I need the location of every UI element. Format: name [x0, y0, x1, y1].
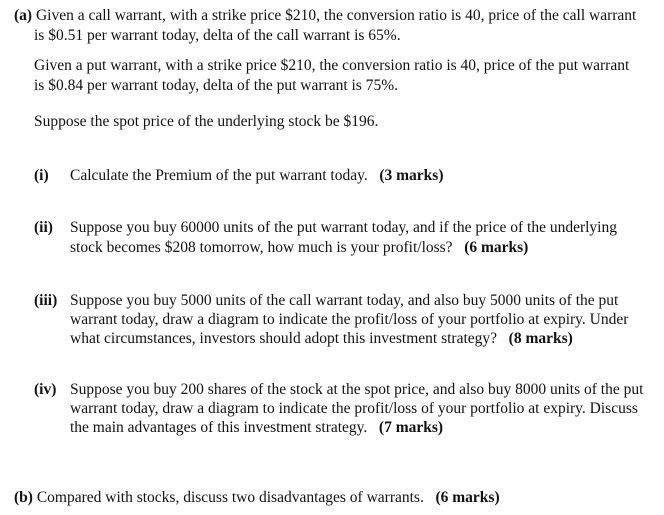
question-i-text: Calculate the Premium of the put warrant today. (3 marks) — [70, 167, 444, 184]
part-b-text: Compared with stocks, discuss two disadvantages of warrants. — [36, 489, 424, 506]
question-ii-marks: (6 marks) — [464, 239, 529, 256]
part-b-line — [14, 488, 500, 508]
question-iii-marks: (8 marks) — [508, 330, 573, 347]
call-warrant-text-2: is $0.51 per warrant today, delta of the call warrant is 65%. — [34, 27, 401, 44]
question-iv-marks: (7 marks) — [378, 419, 444, 436]
put-warrant-text-2: is $0.84 per warrant today, delta of the put warrant is 75%. — [34, 77, 399, 94]
question-iii-number: (iii) — [34, 292, 58, 309]
call-warrant-text-1: Given a call warrant, with a strike price $210, the conversion ratio is 40, price of the call warrant — [35, 7, 637, 24]
spot-price-text: Suppose the spot price of the underlying stock be $196. — [34, 113, 379, 130]
question-iv-text-3: the main advantages of this investment strategy. (7 marks) — [70, 419, 444, 436]
put-warrant-text-1: Given a put warrant, with a strike price $210, the conversion ratio is 40, price of the put warrant — [34, 57, 630, 74]
question-ii-number: (ii) — [34, 219, 53, 236]
question-iii-text-2: warrant today, draw a diagram to indicate the profit/loss of your portfolio at expiry. Under — [70, 311, 629, 328]
part-a-label: (a) — [14, 7, 33, 24]
part-b-label: (b) — [14, 489, 33, 506]
question-iv-text-2: warrant today, draw a diagram to indicate the profit/loss of your portfolio at expiry. Discuss — [70, 400, 638, 417]
part-b-marks: (6 marks) — [435, 489, 500, 506]
question-i-number: (i) — [34, 167, 49, 184]
question-iv-number: (iv) — [34, 381, 57, 398]
question-ii-text-1: Suppose you buy 60000 units of the put warrant today, and if the price of the underlying — [70, 219, 617, 236]
question-i-marks: (3 marks) — [379, 167, 444, 184]
question-iii-text-3: what circumstances, investors should adopt this investment strategy? (8 marks) — [70, 330, 573, 347]
part-a-line-1 — [14, 6, 636, 26]
question-iv-text-1: Suppose you buy 200 shares of the stock at the spot price, and also buy 8000 units of the put — [70, 381, 644, 398]
question-ii-text-2: stock becomes $208 tomorrow, how much is your profit/loss? (6 marks) — [70, 239, 529, 256]
question-iii-text-1: Suppose you buy 5000 units of the call warrant today, and also buy 5000 units of the put — [70, 292, 619, 309]
